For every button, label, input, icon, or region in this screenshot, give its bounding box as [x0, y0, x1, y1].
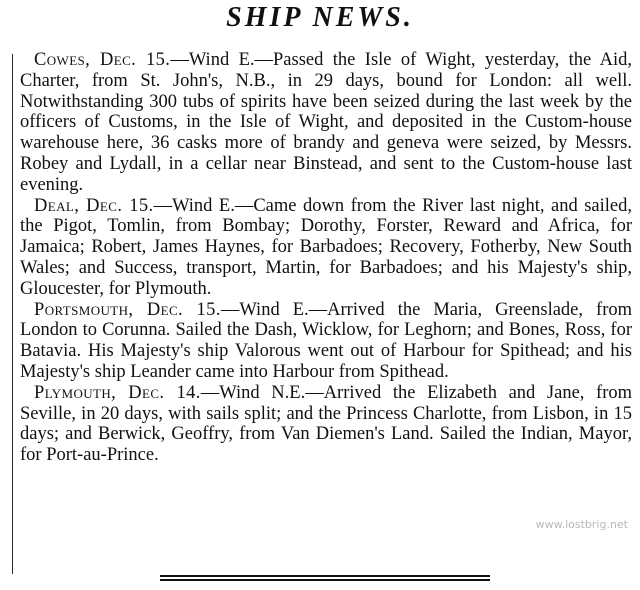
dateline: Plymouth, Dec. 14.: [34, 382, 201, 403]
headline: SHIP NEWS.: [226, 2, 414, 33]
paragraph-text: —Wind N.E.—Arrived the Elizabeth and Jane, from Seville, in 20 days, with sails split; and the Princess Charlotte, from Lisbon, in 15 days; and Berwick, Geoffry, from Van Diemen's Land. Sailed the Indian, Mayor, for Port-au-Prince.: [20, 382, 632, 466]
end-rule: [160, 575, 490, 581]
paragraph-plymouth: [20, 383, 632, 466]
dateline: Portsmouth, Dec. 15.: [34, 299, 221, 320]
dateline: Cowes, Dec. 15.: [34, 50, 171, 70]
paragraph-text: —Wind E.—Arrived the Maria, Greenslade, from London to Corunna. Sailed the Dash, Wicklow, for Leghorn; and Bones, Ross, for Batavia. His Majesty's ship Valorous went out of Harbour for Spithead; and his Majesty's ship Leander came into Harbour from Spithead.: [20, 299, 633, 382]
paragraph-portsmouth: [20, 300, 632, 383]
paragraph-deal: [20, 196, 632, 300]
paragraph-text: —Wind E.—Passed the Isle of Wight, yesterday, the Aid, Charter, from St. John's, N.B., in 29 days, bound for London: all well. Notwithstanding 300 tubs of spirits have been seized during the last week by the officers of Customs, in the Isle of Wight, and deposited in the Custom-house warehouse here, 36 casks more of brandy and geneva were seized, by Messrs. Robey and Lydall, in a cellar near Binstead, and sent to the Custom-house last evening.: [20, 50, 632, 195]
paragraph-text: —Wind E.—Came down from the River last night, and sailed, the Pigot, Tomlin, from Bombay; Dorothy, Forster, Reward and Africa, for Jamaica; Robert, James Haynes, for Barbadoes; Recovery, Fotherby, New South Wales; and Success, transport, Martin, for Barbadoes; and his Majesty's ship, Gloucester, for Plymouth.: [20, 195, 633, 299]
column-rule: [12, 54, 13, 574]
dateline: Deal, Dec. 15.: [34, 195, 154, 216]
paragraph-cowes: [20, 50, 632, 196]
watermark: www.lostbrig.net: [535, 518, 628, 531]
news-column: [20, 50, 632, 466]
